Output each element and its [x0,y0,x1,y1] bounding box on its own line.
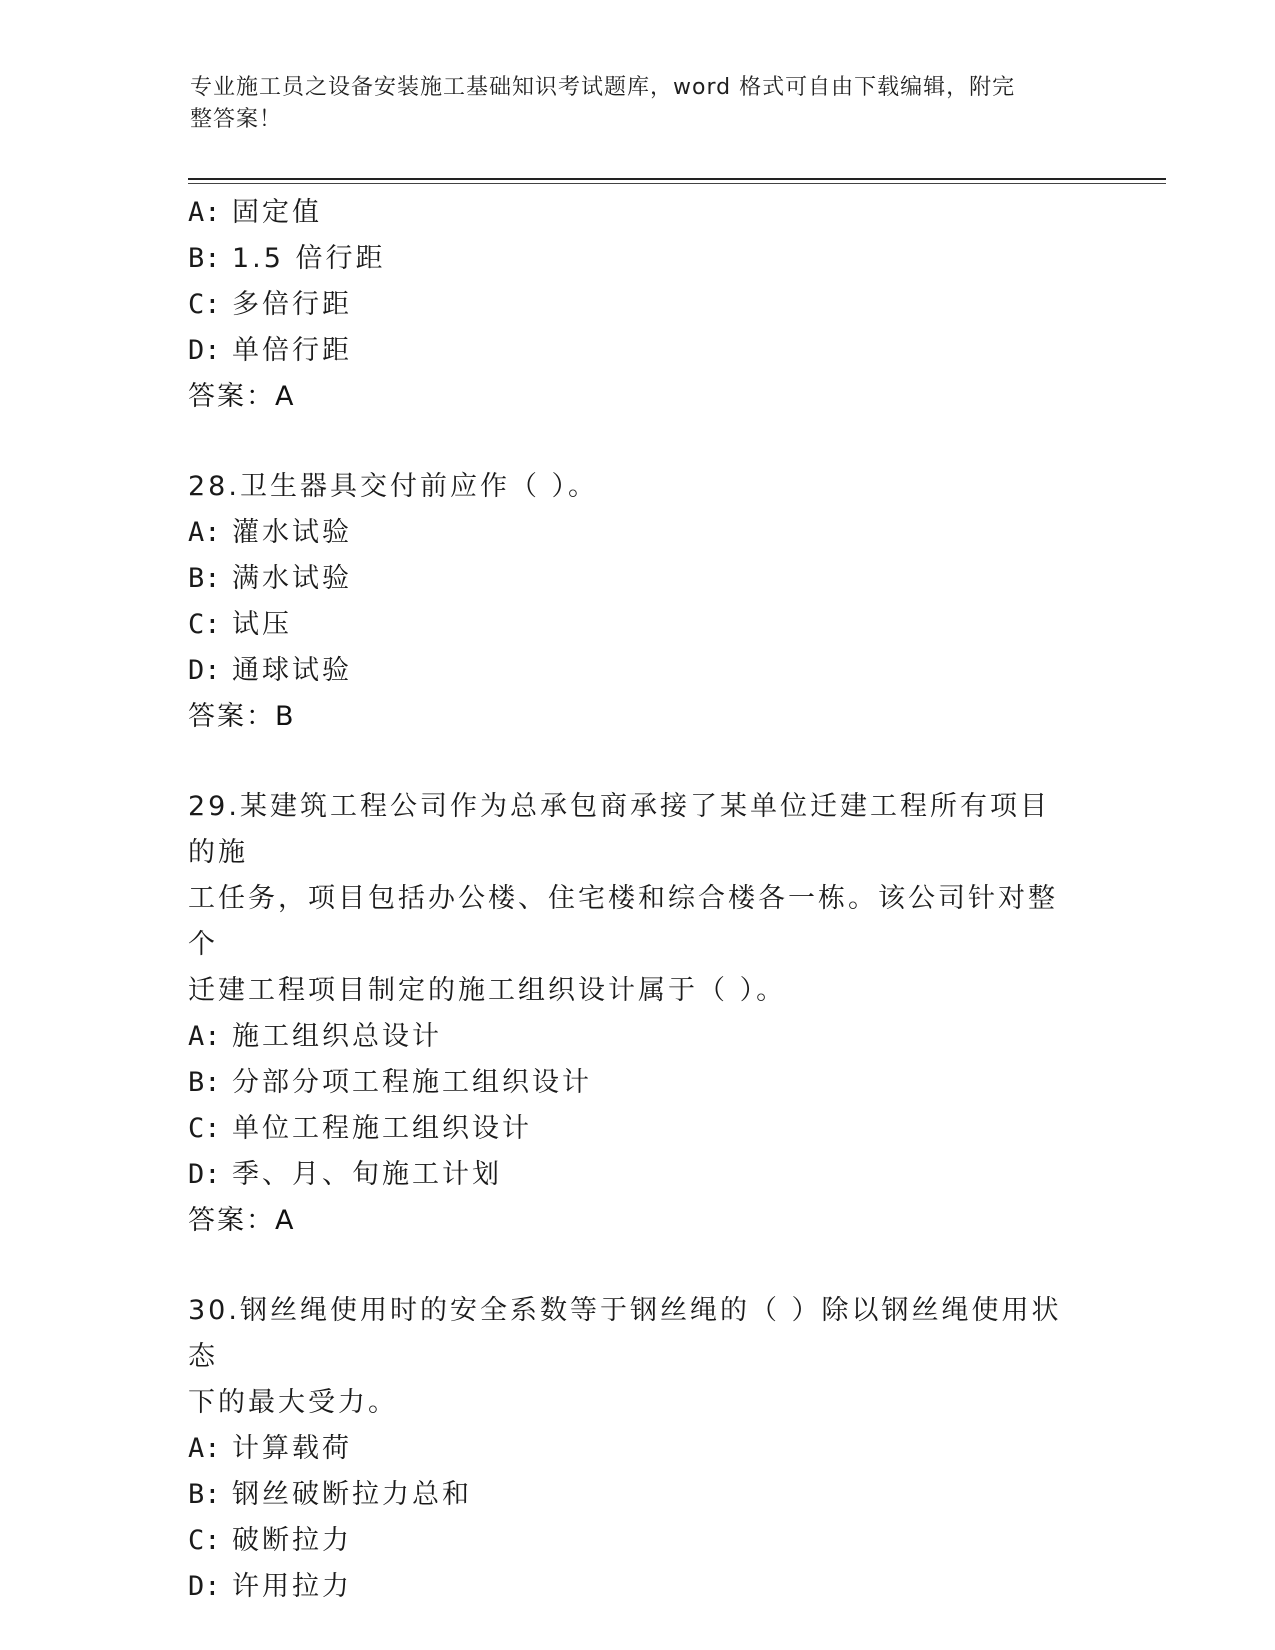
question-text-line-2: 工任务，项目包括办公楼、住宅楼和综合楼各一栋。该公司针对整个 [188,883,1058,960]
option-d [188,1564,1088,1610]
option-c [188,282,1088,328]
question-29 [188,784,1088,1244]
spacer [188,740,1088,784]
option-key: B: [188,1479,221,1510]
option-key: D: [188,1159,221,1190]
spacer [188,1244,1088,1288]
option-text: 固定值 [232,197,322,228]
option-text: 单位工程施工组织设计 [232,1113,532,1144]
question-list [188,190,1088,1610]
option-d [188,328,1088,374]
question-30 [188,1288,1088,1610]
option-key: D: [188,335,221,366]
option-text: 通球试验 [232,655,352,686]
option-text: 单倍行距 [232,335,352,366]
question-text-line-3: 迁建工程项目制定的施工组织设计属于（ ）。 [188,975,787,1006]
answer-line: 答案：B [188,701,296,732]
option-text: 试压 [232,609,292,640]
option-text: 计算载荷 [232,1433,352,1464]
option-b [188,556,1088,602]
option-text: 满水试验 [232,563,352,594]
document-header [190,72,1090,136]
option-a [188,1426,1088,1472]
option-a [188,510,1088,556]
answer-line: 答案：A [188,1205,296,1236]
header-line-1: 专业施工员之设备安装施工基础知识考试题库，word 格式可自由下载编辑，附完 [190,75,1016,100]
option-text: 季、月、旬施工计划 [232,1159,502,1190]
option-text: 施工组织总设计 [232,1021,442,1052]
question-27 [188,190,1088,420]
option-key: A: [188,197,221,228]
option-text: 灌水试验 [232,517,352,548]
option-text: 1.5 倍行距 [232,243,386,274]
option-key: B: [188,1067,221,1098]
header-line-2: 整答案！ [190,107,283,132]
option-key: A: [188,1021,221,1052]
question-text: 28.卫生器具交付前应作（ ）。 [188,471,599,502]
header-divider-thick [188,178,1166,180]
option-text: 分部分项工程施工组织设计 [232,1067,592,1098]
option-key: D: [188,1571,221,1602]
option-a [188,1014,1088,1060]
option-key: B: [188,243,221,274]
option-text: 多倍行距 [232,289,352,320]
option-c [188,602,1088,648]
option-c [188,1518,1088,1564]
option-text: 许用拉力 [232,1571,352,1602]
option-key: C: [188,1525,221,1556]
spacer [188,420,1088,464]
option-d [188,1152,1088,1198]
option-key: B: [188,563,221,594]
question-text-line-1: 29.某建筑工程公司作为总承包商承接了某单位迁建工程所有项目的施 [188,791,1050,868]
option-d [188,648,1088,694]
option-c [188,1106,1088,1152]
option-key: D: [188,655,221,686]
answer-line: 答案：A [188,381,296,412]
option-a [188,190,1088,236]
option-key: A: [188,517,221,548]
question-text-line-2: 下的最大受力。 [188,1387,398,1418]
option-text: 破断拉力 [232,1525,352,1556]
question-text-line-1: 30.钢丝绳使用时的安全系数等于钢丝绳的（ ）除以钢丝绳使用状态 [188,1295,1062,1372]
option-key: C: [188,289,221,320]
question-28 [188,464,1088,740]
header-divider-thin [188,183,1166,184]
option-b [188,236,1088,282]
option-b [188,1060,1088,1106]
option-b [188,1472,1088,1518]
option-key: C: [188,609,221,640]
option-key: A: [188,1433,221,1464]
option-text: 钢丝破断拉力总和 [232,1479,472,1510]
option-key: C: [188,1113,221,1144]
